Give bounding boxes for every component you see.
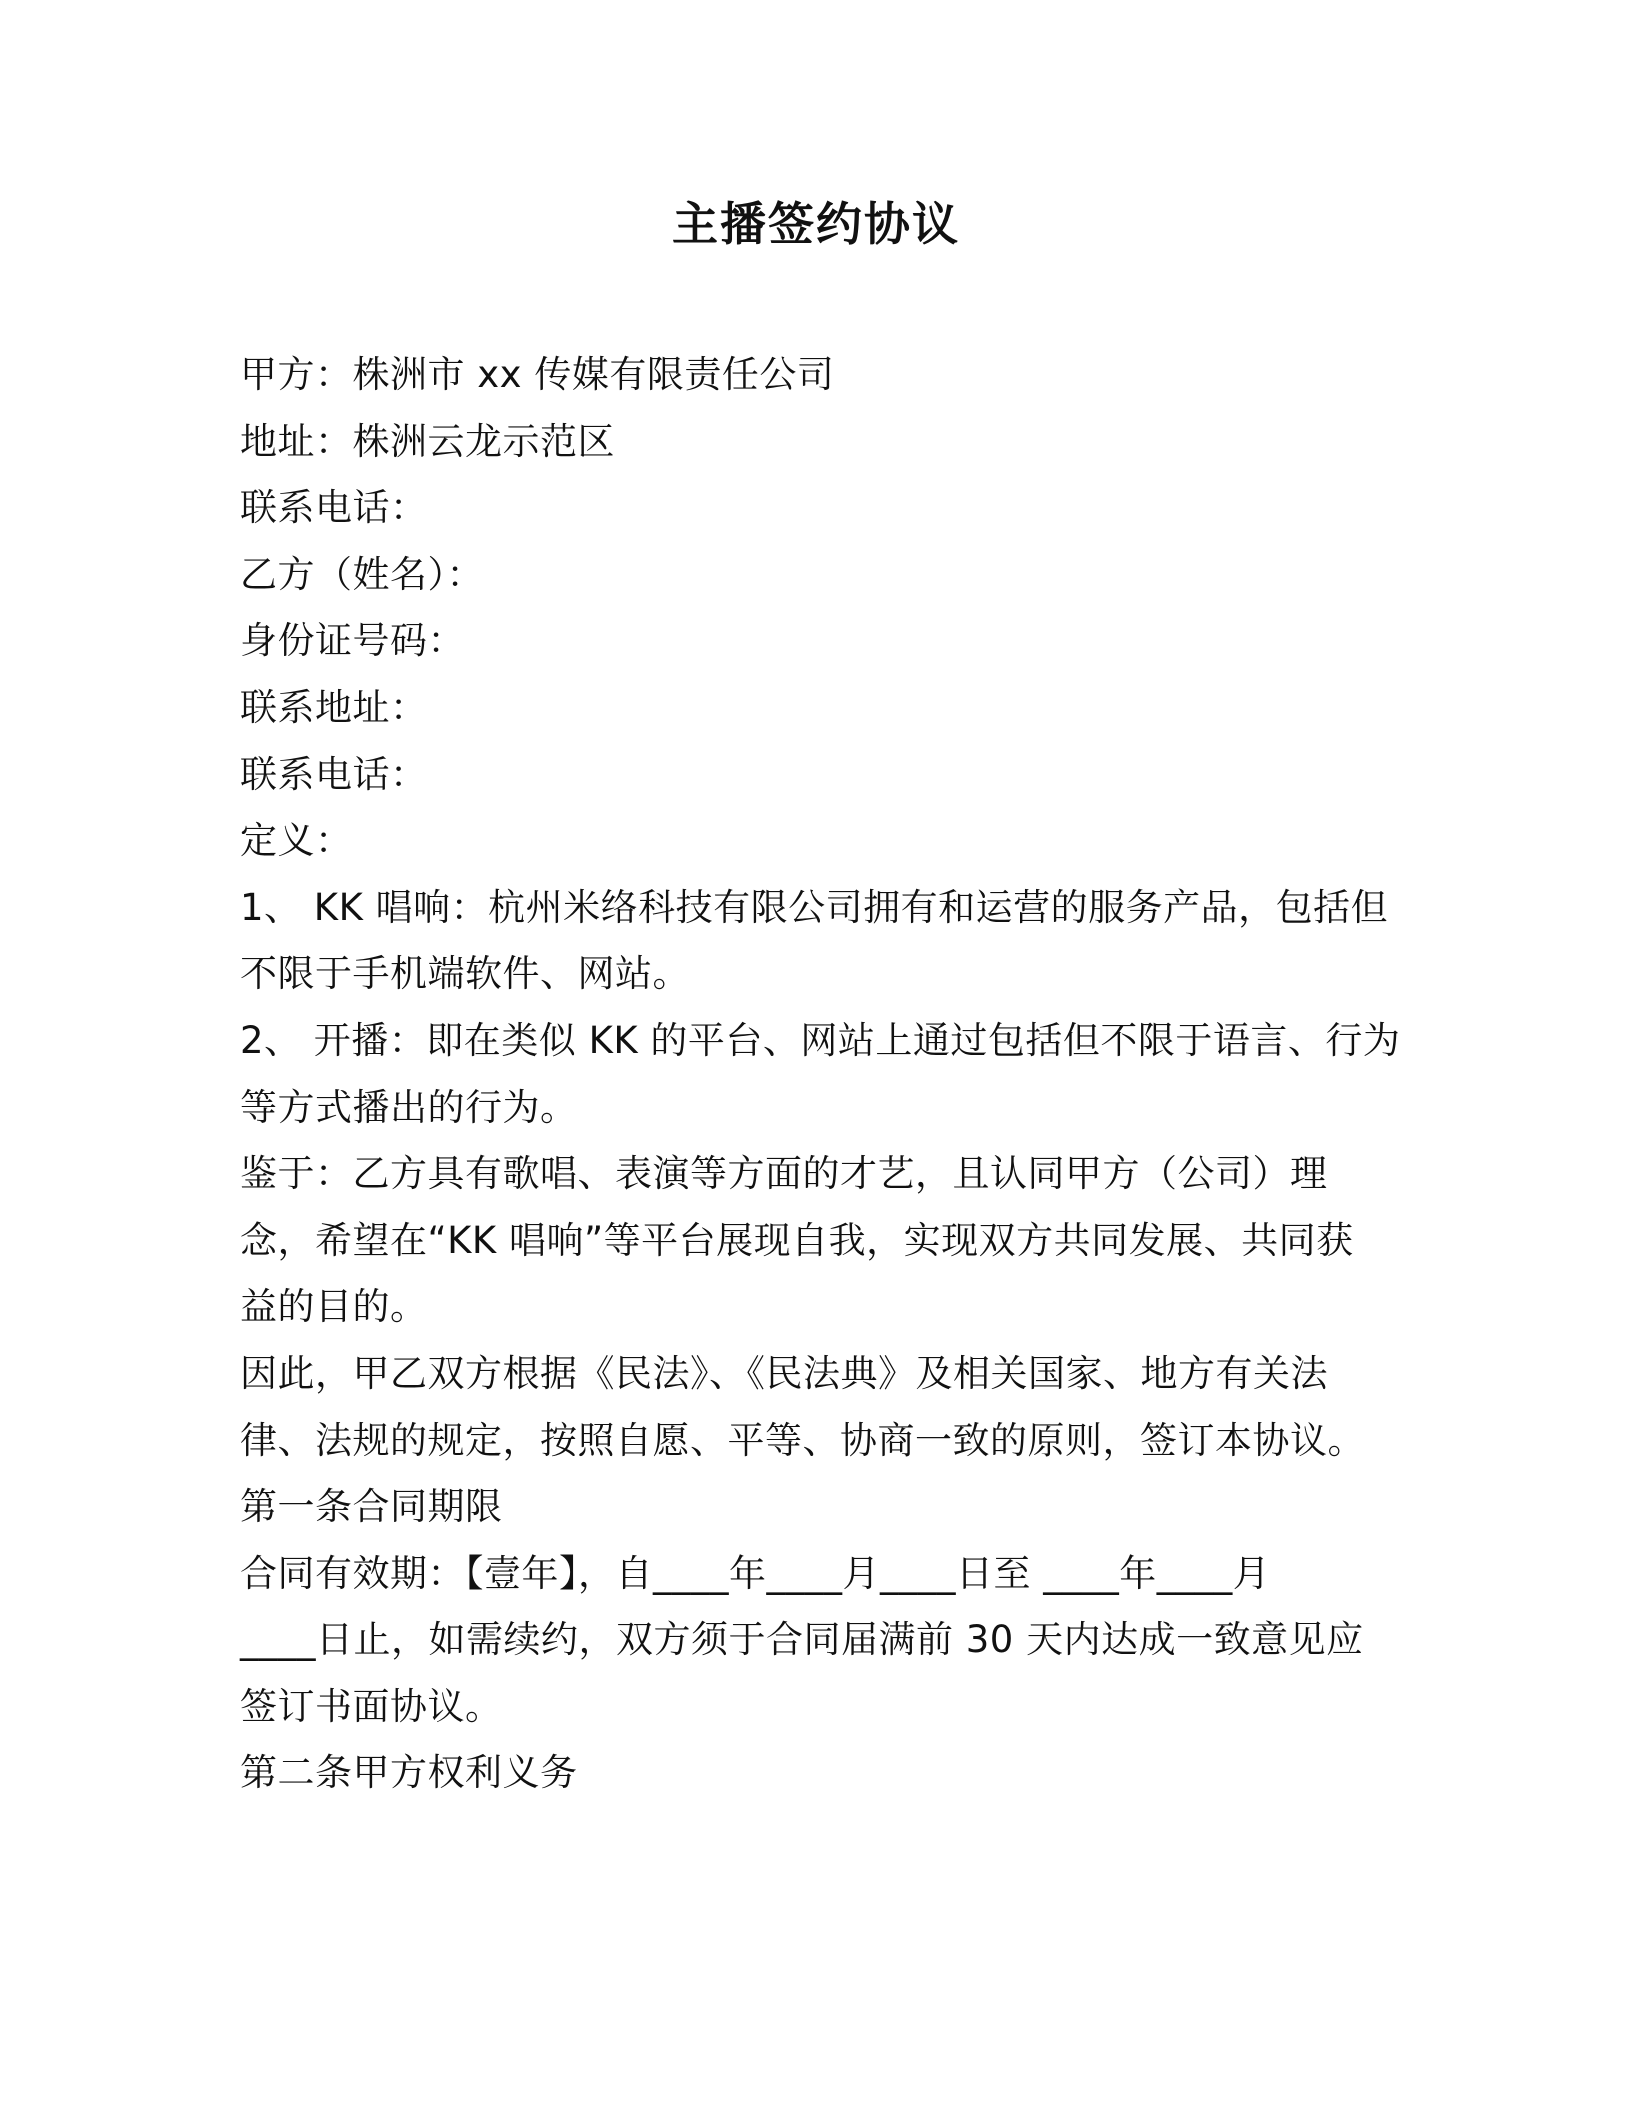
- definition-2-line-1: 2、 开播：即在类似 KK 的平台、网站上通过包括但不限于语言、行为: [240, 1018, 1401, 1062]
- party-a-address-line: 地址：株洲云龙示范区: [240, 419, 615, 463]
- party-a-line: 甲方：株洲市 xx 传媒有限责任公司: [240, 353, 835, 396]
- basis-line-1: 因此，甲乙双方根据《民法》、《民法典》及相关国家、地方有关法: [240, 1351, 1328, 1395]
- term-line-1: 合同有效期：【壹年】，自____年____月____日至 ____年____月: [240, 1551, 1271, 1595]
- party-b-id-line: 身份证号码：: [240, 619, 465, 663]
- article-2-heading: 第二条甲方权利义务: [240, 1751, 578, 1795]
- whereas-line-2: 念，希望在“KK 唱响”等平台展现自我，实现双方共同发展、共同获: [240, 1218, 1354, 1262]
- definition-1-line-1: 1、 KK 唱响：杭州米络科技有限公司拥有和运营的服务产品，包括但: [240, 885, 1389, 929]
- term-line-2: ____日止，如需续约，双方须于合同届满前 30 天内达成一致意见应: [240, 1618, 1364, 1662]
- party-b-address-line: 联系地址：: [240, 685, 428, 729]
- document-body: [240, 342, 1401, 1807]
- document-title: 主播签约协议: [672, 197, 960, 251]
- whereas-line-3: 益的目的。: [240, 1285, 428, 1329]
- definitions-heading: 定义：: [240, 819, 353, 863]
- definition-1-line-2: 不限于手机端软件、网站。: [240, 952, 690, 996]
- article-1-heading: 第一条合同期限: [240, 1485, 503, 1529]
- party-a-phone-line: 联系电话：: [240, 486, 428, 530]
- whereas-line-1: 鉴于：乙方具有歌唱、表演等方面的才艺，且认同甲方（公司）理: [240, 1152, 1328, 1196]
- basis-line-2: 律、法规的规定，按照自愿、平等、协商一致的原则，签订本协议。: [240, 1418, 1365, 1462]
- term-line-3: 签订书面协议。: [240, 1684, 503, 1728]
- party-b-name-line: 乙方（姓名）：: [240, 552, 484, 596]
- definition-2-line-2: 等方式播出的行为。: [240, 1085, 578, 1129]
- party-b-phone-line: 联系电话：: [240, 752, 428, 796]
